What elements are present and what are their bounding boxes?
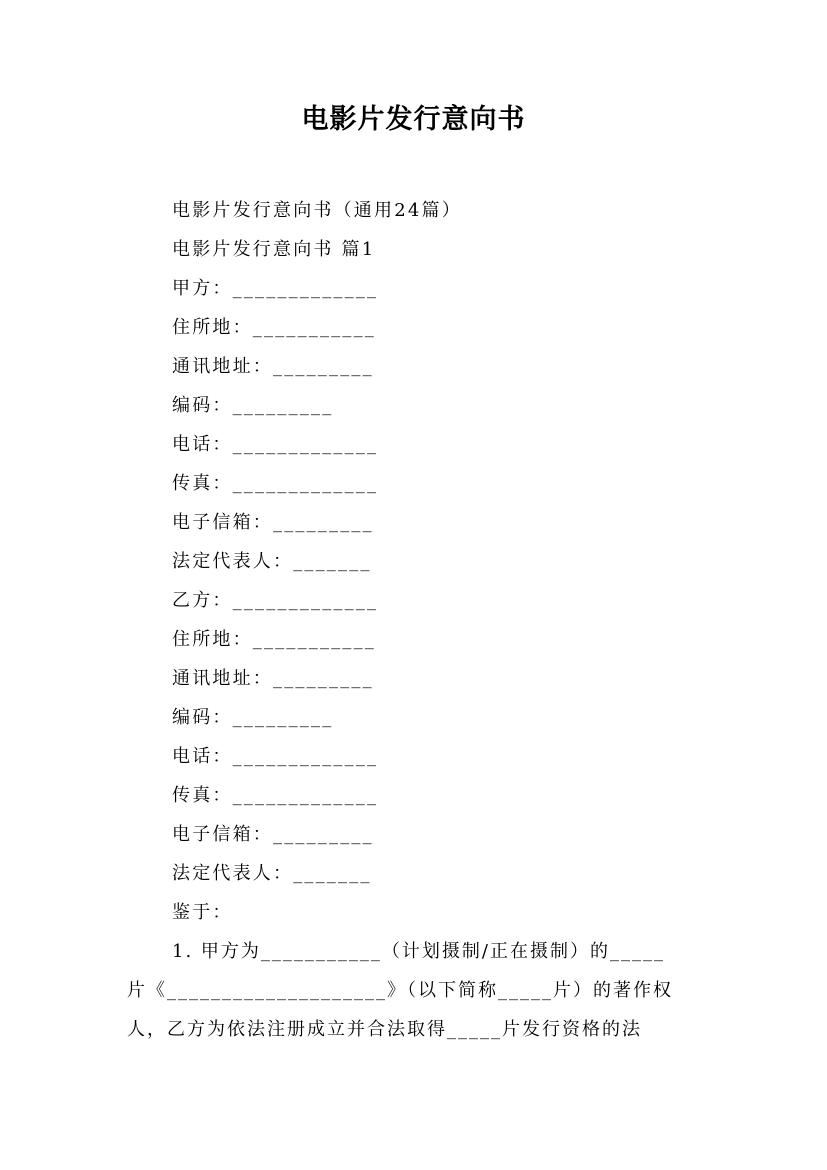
party-b-mailing-address: 通讯地址：_________ [172, 668, 374, 689]
party-a-email: 电子信箱：_________ [172, 512, 374, 533]
party-b-postcode: 编码：_________ [172, 707, 334, 728]
subtitle-article-1: 电影片发行意向书 篇1 [172, 239, 376, 260]
party-a-label: 甲方：_____________ [172, 278, 379, 299]
party-a-postcode: 编码：_________ [172, 395, 334, 416]
clause-1-line-1: 1. 甲方为___________（计划摄制/正在摄制）的_____ [172, 941, 665, 962]
party-a-mailing-address: 通讯地址：_________ [172, 356, 374, 377]
clause-1-line-3: 人，乙方为依法注册成立并合法取得_____片发行资格的法 [127, 1019, 642, 1040]
party-a-address: 住所地：___________ [172, 317, 376, 338]
subtitle-collection: 电影片发行意向书（通用24篇） [172, 200, 462, 221]
party-b-label: 乙方：_____________ [172, 590, 379, 611]
party-a-legal-rep: 法定代表人：_______ [172, 551, 372, 572]
party-b-fax: 传真：_____________ [172, 785, 379, 806]
party-a-phone: 电话：_____________ [172, 434, 379, 455]
party-b-email: 电子信箱：_________ [172, 824, 374, 845]
clause-1-line-2: 片《____________________》（以下简称_____片）的著作权 [127, 980, 673, 1001]
whereas-heading: 鉴于： [172, 902, 233, 923]
document-title: 电影片发行意向书 [301, 104, 526, 135]
party-b-address: 住所地：___________ [172, 629, 376, 650]
party-a-fax: 传真：_____________ [172, 473, 379, 494]
party-b-phone: 电话：_____________ [172, 746, 379, 767]
party-b-legal-rep: 法定代表人：_______ [172, 863, 372, 884]
